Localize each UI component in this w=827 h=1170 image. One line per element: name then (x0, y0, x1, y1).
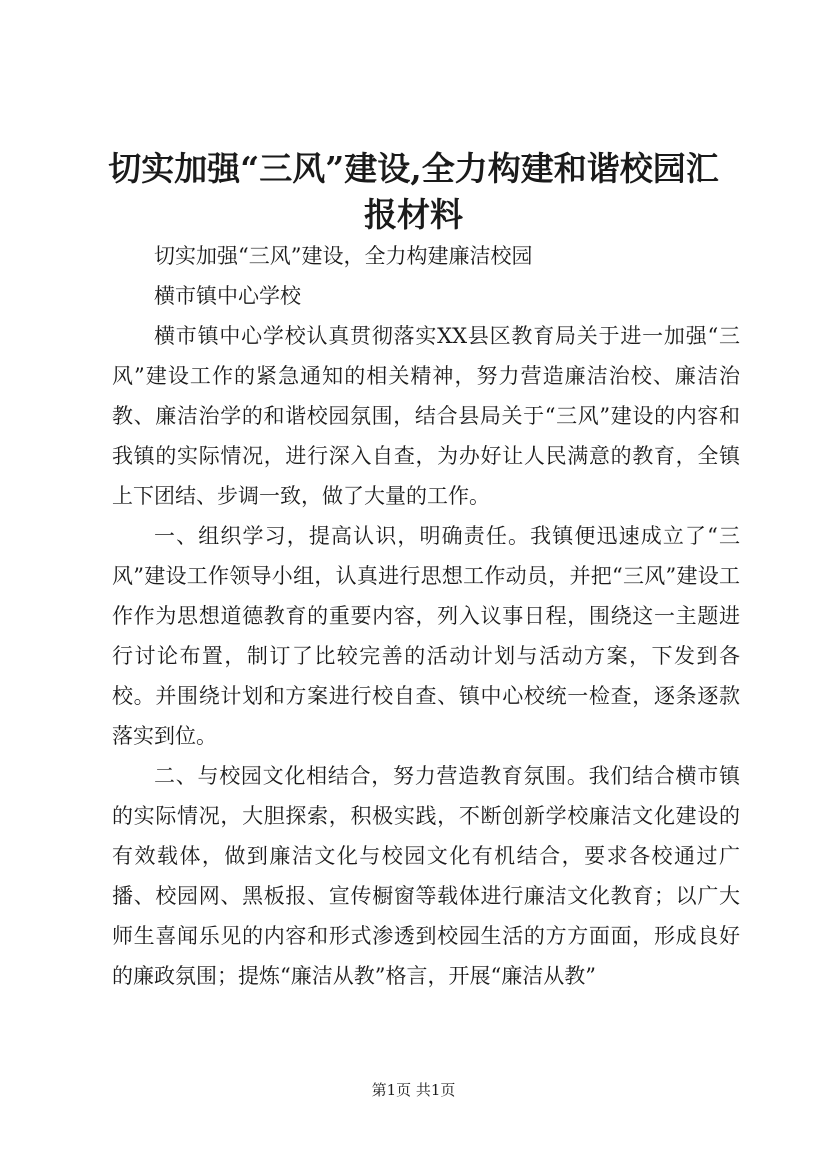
document-body (112, 236, 740, 996)
document-title: 切实加强“三风”建设,全力构建和谐校园汇报材料 (108, 149, 719, 234)
body-paragraph: 一、组织学习，提高认识，明确责任。我镇便迅速成立了“三风”建设工作领导小组，认真进行思想工作动员，并把“三风”建设工作作为思想道德教育的重要内容，列入议事日程，围绕这一主题进行讨论布置，制订了比较完善的活动计划与活动方案，下发到各校。并围绕计划和方案进行校自查、镇中心校统一检查，逐条逐款落实到位。 (112, 524, 740, 748)
body-paragraph: 横市镇中心学校认真贯彻落实XX县区教育局关于进一加强“三风”建设工作的紧急通知的相关精神，努力营造廉洁治校、廉洁治教、廉洁治学的和谐校园氛围，结合县局关于“三风”建设的内容和我镇的实际情况，进行深入自查，为办好让人民满意的教育，全镇上下团结、步调一致，做了大量的工作。 (112, 324, 740, 508)
subtitle-paragraph: 切实加强“三风”建设，全力构建廉洁校园 (154, 244, 533, 268)
page-footer: 第1页 共1页 (371, 1081, 456, 1099)
school-name-paragraph: 横市镇中心学校 (154, 284, 301, 308)
body-paragraph: 二、与校园文化相结合，努力营造教育氛围。我们结合横市镇的实际情况，大胆探索，积极实践，不断创新学校廉洁文化建设的有效载体，做到廉洁文化与校园文化有机结合，要求各校通过广播、校园网、黑板报、宣传橱窗等载体进行廉洁文化教育；以广大师生喜闻乐见的内容和形式渗透到校园生活的方方面面，形成良好的廉政氛围；提炼“廉洁从教”格言，开展“廉洁从教” (112, 764, 740, 988)
